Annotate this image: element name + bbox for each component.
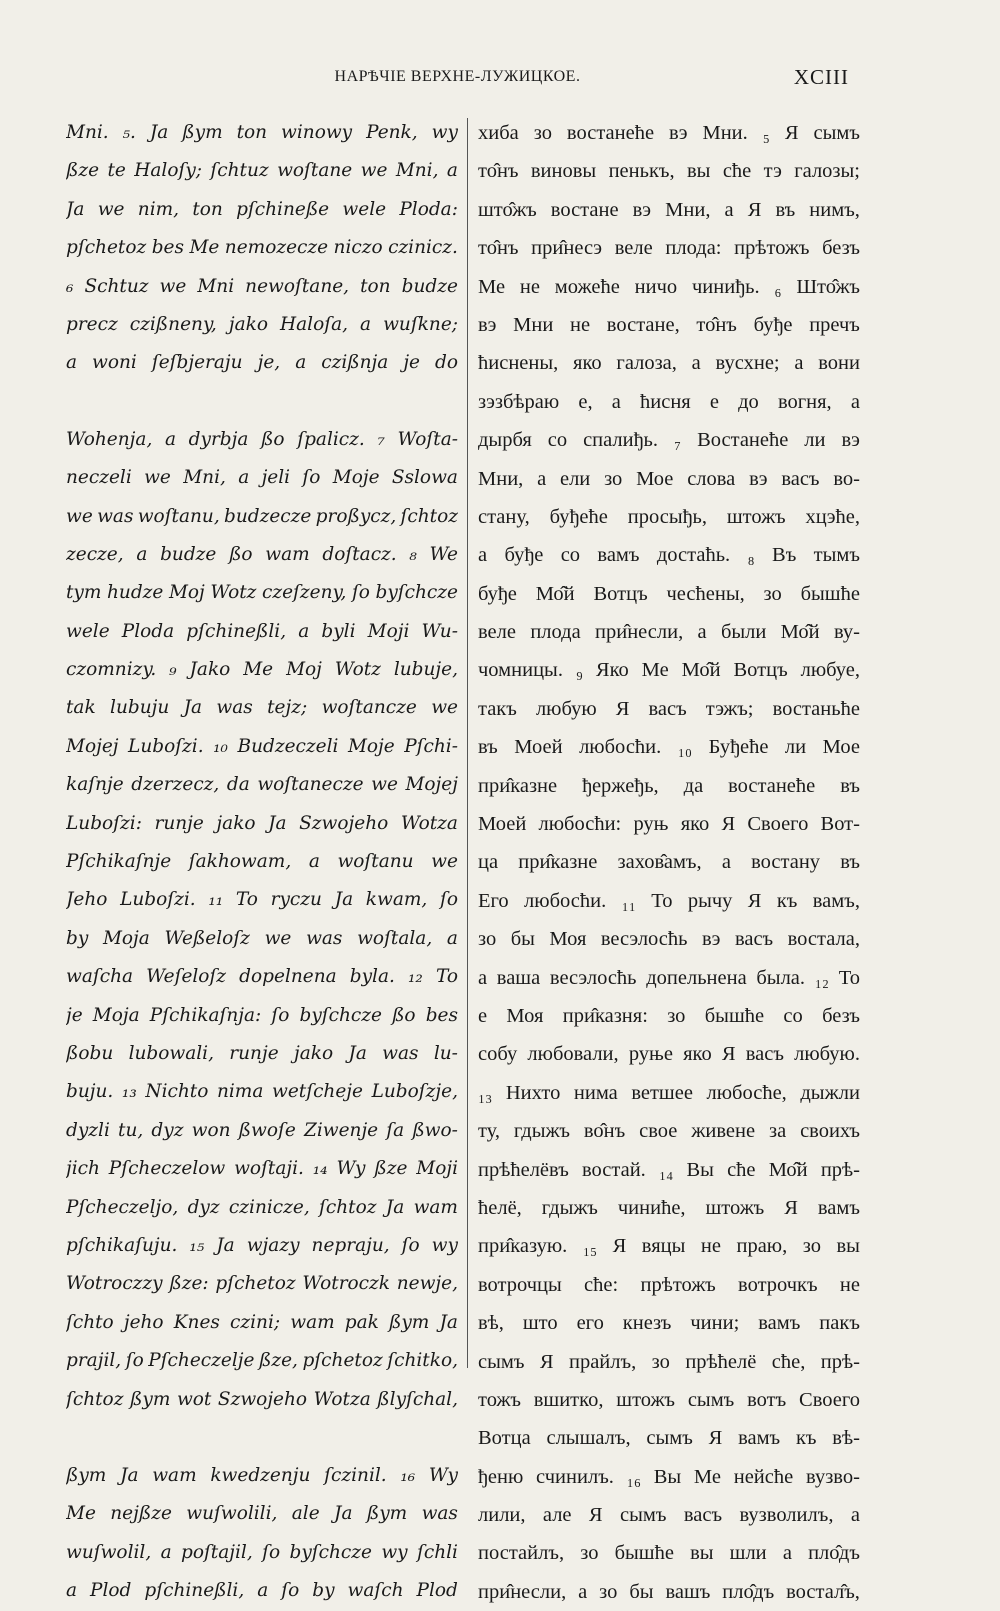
text-line [66, 1419, 458, 1457]
text-line: Ме не можеће ничо чиниђь. ₆ Што̂жъ [478, 275, 860, 298]
text-line: вотрочцы сће: прѣтожъ вотрочкъ не [478, 1273, 860, 1296]
text-line: е Моя при̂казня: зо бышће со безъ [478, 1004, 860, 1027]
text-line: zecze, a budze ßo wam doſtacz. ₈ We [66, 543, 458, 565]
right-column-cyrillic-transcription [478, 114, 860, 1611]
text-line [66, 383, 458, 421]
text-line: то̂нъ виновы пенькъ, вы сће тэ галозы; [478, 160, 860, 183]
text-line: tym hudze Moj Wotz czeſzeny, ſo byſchcze [66, 582, 458, 604]
text-line: то̂нъ при̂несэ веле плода: прѣтожъ безъ [478, 237, 860, 260]
text-line: хиба зо востанеће вэ Мни. ₅ Я сымъ [478, 122, 860, 144]
text-line: tak lubuju Ja was tejz; woſtancze we [66, 697, 458, 719]
text-line: ћиснены, яко галоза, а вусхне; а вони [478, 352, 860, 375]
text-line: собу любовали, руње яко Я васъ любую. [478, 1043, 860, 1066]
text-line: зэзбѣраю е, а ћисня е до вогня, а [478, 390, 860, 413]
text-line: сымъ Я прайлъ, зо прѣћелё сће, прѣ- [478, 1350, 860, 1373]
running-title: НАРѢЧІЕ ВЕРХНЕ-ЛУЖИЦКОЕ. [334, 68, 581, 85]
page-number: XCIII [793, 65, 849, 89]
text-line: buju. ₁₃ Nichto nima wetſcheje Luboſzje, [66, 1081, 458, 1103]
text-line: a woni ſeſbjeraju je, a czißnja je do [66, 352, 458, 374]
text-line: Me nejßze wuſwolili, ale Ja ßym was [66, 1503, 458, 1525]
text-line: дырбя со спалиђь. ₇ Востанеће ли вэ [478, 429, 860, 452]
text-line: чомницы. ₉ Яко Ме Мо̂й Вотцъ любуе, [478, 659, 860, 682]
text-line: тожъ вшитко, штожъ сымъ вотъ Своего [478, 1388, 860, 1411]
text-line: при̂казую. ₁₅ Я вяцы не праю, зо вы [478, 1235, 860, 1258]
text-line: Pſcheczeljo, dyz czinicze, ſchtoz Ja wam [66, 1196, 458, 1218]
text-line: а буђе со вамъ достаћь. ₈ Въ тымъ [478, 544, 860, 567]
text-line: ту, гдыжъ во̂нъ свое живене за своихъ [478, 1120, 860, 1143]
text-line: ₁₃ Нихто нима ветшее любосће, дыжли [478, 1081, 860, 1104]
text-line: Pſchikaſnje ſakhowam, a woſtanu we [66, 851, 458, 873]
text-line: буђе Мо̂й Вотцъ чесћены, зо бышће [478, 582, 860, 605]
text-line: Его любосћи. ₁₁ То рычу Я къ вамъ, [478, 889, 860, 912]
text-line: neczeli we Mni, a jeli ſo Moje Sslowa [66, 467, 458, 489]
text-line: вэ Мни не востане, то̂нъ буђе пречъ [478, 313, 860, 336]
text-line: Mojej Luboſzi. ₁₀ Budzeczeli Moje Pſchi- [66, 735, 458, 757]
text-line: прѣћелёвъ востай. ₁₄ Вы сће Мо̂й прѣ- [478, 1158, 860, 1181]
text-line: pſchetoz bes Me nemozecze niczo czinicz. [66, 237, 458, 259]
text-line: Вотца слышалъ, сымъ Я вамъ къ вѣ- [478, 1427, 860, 1450]
text-line: kaſnje dzerzecz, da woſtanecze we Mojej [66, 774, 458, 796]
text-line: Jeho Luboſzi. ₁₁ To ryczu Ja kwam, ſo [66, 889, 458, 911]
text-line: wuſwolil, a poſtajil, ſo byſchcze wy ſchli [66, 1541, 458, 1563]
text-line: ћелё, гдыжъ чиниће, штожъ Я вамъ [478, 1196, 860, 1219]
text-line: Wohenja, a dyrbja ßo ſpalicz. ₇ Woſta- [66, 428, 458, 450]
text-line: ђеню счинилъ. ₁₆ Вы Ме нейсће вузво- [478, 1465, 860, 1488]
text-line: precz czißneny, jako Haloſa, a wuſkne; [66, 313, 458, 335]
text-line: dyzli tu, dyz won ßwoſe Ziwenje ſa ßwo- [66, 1119, 458, 1141]
text-line: a Plod pſchineßli, a ſo by waſch Plod [66, 1580, 458, 1602]
text-line: вѣ, што его кнезъ чини; вамъ пакъ [478, 1312, 860, 1335]
text-line: by Moja Weßeloſz we was woſtala, a [66, 927, 458, 949]
left-column-lower-sorbian-text [66, 114, 458, 1610]
text-line: лили, але Я сымъ васъ вузволилъ, а [478, 1504, 860, 1527]
text-line: такъ любую Я васъ тэжъ; востаньће [478, 697, 860, 720]
text-line: wele Ploda pſchineßli, a byli Moji Wu- [66, 620, 458, 642]
text-line: we was woſtanu, budzecze proßycz, ſchtoz [66, 505, 458, 527]
text-line: при̂казне ђержеђь, да востанеће въ [478, 774, 860, 797]
text-line: ßobu lubowali, runje jako Ja was lu- [66, 1042, 458, 1064]
text-line: ſchtoz ßym wot Szwojeho Wotza ßlyſchal, [66, 1388, 458, 1410]
text-line: Мни, а ели зо Мое слова вэ васъ во- [478, 467, 860, 490]
text-line: czomnizy. ₉ Jako Me Moj Wotz lubuje, [66, 659, 458, 681]
text-line: въ Моей любосћи. ₁₀ Буђеће ли Мое [478, 736, 860, 759]
page-header [60, 62, 855, 92]
text-line: waſcha Weſeloſz dopelnena byla. ₁₂ To [66, 966, 458, 988]
text-line: што̂жъ востане вэ Мни, а Я въ нимъ, [478, 198, 860, 221]
text-line: Wotroczzy ßze: pſchetoz Wotroczk newje, [66, 1273, 458, 1295]
text-line: стану, буђеће просыђь, штожъ хцэће, [478, 505, 860, 528]
text-line: ца при̂казне захов̂амъ, а востану въ [478, 851, 860, 874]
text-line: а ваша весэлосћь допельнена была. ₁₂ То [478, 966, 860, 989]
text-line: ßze te Haloſy; ſchtuz woſtane we Mni, a [66, 160, 458, 182]
column-divider [467, 118, 468, 1368]
text-line: Моей любосћи: руњ яко Я Своего Вот- [478, 813, 860, 836]
text-line: jich Pſcheczelow woſtaji. ₁₄ Wy ßze Moji [66, 1158, 458, 1180]
text-line: Mni. ₅. Ja ßym ton winowy Penk, wy [66, 122, 458, 143]
text-line: je Moja Pſchikaſnja: ſo byſchcze ßo bes [66, 1004, 458, 1026]
text-line: prajil, ſo Pſcheczelje ßze, pſchetoz ſchitko, [66, 1350, 458, 1372]
text-line: зо бы Моя весэлосћь вэ васъ востала, [478, 928, 860, 951]
text-line: ßym Ja wam kwedzenju ſczinil. ₁₆ Wy [66, 1464, 458, 1486]
text-line: веле плода при̂несли, а были Мо̂й ву- [478, 621, 860, 644]
text-line: ₆ Schtuz we Mni newoſtane, ton budze [66, 275, 458, 297]
text-line: ſchto jeho Knes czini; wam pak ßym Ja [66, 1311, 458, 1333]
text-line: pſchikaſuju. ₁₅ Ja wjazy nepraju, ſo wy [66, 1234, 458, 1256]
text-line: при̂несли, а зо бы вашъ пло̂дъ востал̂ъ, [478, 1580, 860, 1603]
text-line: Luboſzi: runje jako Ja Szwojeho Wotza [66, 812, 458, 834]
text-line: Ja we nim, ton pſchineße wele Ploda: [66, 198, 458, 220]
text-line: постайлъ, зо бышће вы шли а пло̂дъ [478, 1542, 860, 1565]
